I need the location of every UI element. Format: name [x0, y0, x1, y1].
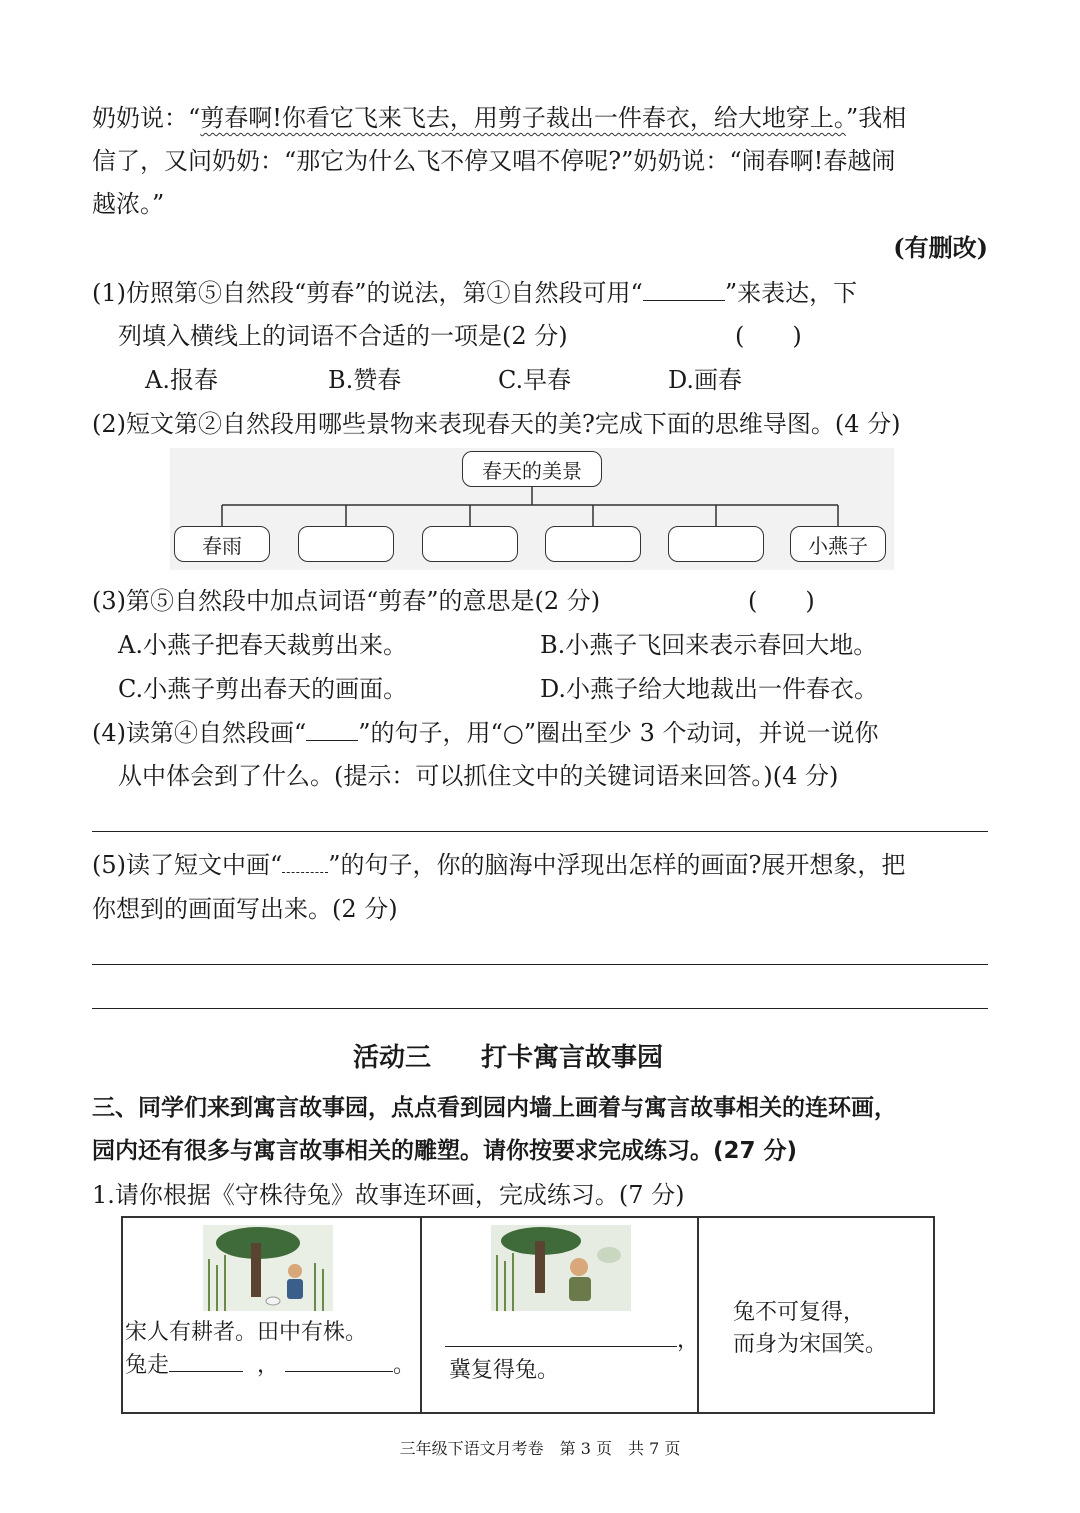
passage-line-3: 越浓。” — [92, 190, 165, 218]
option-b[interactable]: B.小燕子飞回来表示春回大地。 — [540, 631, 878, 659]
section-intro-line-1: 三、同学们来到寓言故事园，点点看到园内墙上画着与寓言故事相关的连环画， — [92, 1095, 897, 1121]
section-intro-line-2: 园内还有很多与寓言故事相关的雕塑。请你按要求完成练习。(27 分) — [92, 1138, 798, 1164]
answer-blank[interactable] — [643, 280, 725, 301]
mind-map-leaf-swallow: 小燕子 — [790, 526, 886, 562]
answer-blank[interactable] — [285, 1351, 393, 1372]
answer-paren[interactable]: ( ) — [748, 587, 815, 615]
question-4: (4)读第④自然段画“ ”的句子，用“○”圈出至少 3 个动词，并说一说你 — [92, 719, 879, 747]
cell-divider — [697, 1218, 699, 1412]
comic-strip — [121, 1216, 935, 1414]
option-b[interactable]: B.赞春 — [328, 366, 402, 394]
question-5: (5)读了短文中画“ ”的句子，你的脑海中浮现出怎样的画面?展开想象，把 — [92, 851, 906, 879]
question-2: (2)短文第②自然段用哪些景物来表现春天的美?完成下面的思维导图。(4 分) — [92, 410, 901, 438]
cell-1-line-2: 兔走 ， 。 — [125, 1353, 416, 1378]
mind-map-root: 春天的美景 — [462, 451, 602, 487]
answer-line[interactable] — [92, 964, 988, 965]
question-4-line-2: 从中体会到了什么。(提示：可以抓住文中的关键词语来回答。)(4 分) — [118, 762, 839, 790]
mind-map-leaf-spring-rain: 春雨 — [174, 526, 270, 562]
wavy-underlined-sentence: 剪春啊!你看它飞来飞去，用剪子裁出一件春衣，给大地穿上。 — [200, 104, 846, 132]
cell-divider — [420, 1218, 422, 1412]
section-title: 活动三 打卡寓言故事园 — [353, 1043, 664, 1073]
page-footer: 三年级下语文月考卷 第 3 页 共 7 页 — [399, 1439, 681, 1458]
comic-question: 1.请你根据《守株待兔》故事连环画，完成练习。(7 分) — [92, 1181, 685, 1209]
cell-2-line-2: 冀复得兔。 — [449, 1358, 560, 1383]
answer-blank[interactable] — [445, 1326, 677, 1347]
waiting-farmer-illustration — [491, 1225, 631, 1311]
cell-1-line-1: 宋人有耕者。田中有株。 — [125, 1320, 368, 1345]
mind-map-blank-leaf[interactable] — [298, 526, 394, 562]
cell-2-line-1: ， — [445, 1326, 699, 1356]
answer-line[interactable] — [92, 831, 988, 832]
question-3: (3)第⑤自然段中加点词语“剪春”的意思是(2 分) — [92, 587, 601, 615]
cell-3-line-1: 兔不可复得， — [733, 1300, 866, 1325]
answer-blank[interactable] — [169, 1351, 243, 1372]
question-5-line-2: 你想到的画面写出来。(2 分) — [92, 895, 398, 923]
option-c[interactable]: C.早春 — [498, 366, 572, 394]
passage-line-2: 信了，又问奶奶：“那它为什么飞不停又唱不停呢?”奶奶说：“闹春啊!春越闹 — [92, 147, 896, 175]
cell-3-line-2: 而身为宋国笑。 — [733, 1332, 888, 1357]
abridged-note: (有删改) — [893, 233, 988, 262]
farmer-tree-illustration — [203, 1225, 333, 1311]
answer-paren[interactable]: ( ) — [735, 322, 802, 350]
mind-map-blank-leaf[interactable] — [422, 526, 518, 562]
mind-map-blank-leaf[interactable] — [668, 526, 764, 562]
option-c[interactable]: C.小燕子剪出春天的画面。 — [118, 675, 408, 703]
option-a[interactable]: A.报春 — [145, 366, 218, 394]
underline-sample — [306, 720, 358, 741]
mind-map-blank-leaf[interactable] — [545, 526, 641, 562]
passage-line-1: 奶奶说：“剪春啊!你看它飞来飞去，用剪子裁出一件春衣，给大地穿上。”我相 — [92, 104, 907, 132]
option-d[interactable]: D.小燕子给大地裁出一件春衣。 — [540, 675, 879, 703]
question-1-line-2: 列填入横线上的词语不合适的一项是(2 分) — [118, 322, 568, 350]
question-1: (1)仿照第⑤自然段“剪春”的说法，第①自然段可用“ ”来表达，下 — [92, 279, 858, 307]
mind-map — [170, 448, 894, 570]
answer-line[interactable] — [92, 1008, 988, 1009]
underline-sample — [282, 852, 328, 873]
option-a[interactable]: A.小燕子把春天裁剪出来。 — [118, 631, 407, 659]
option-d[interactable]: D.画春 — [668, 366, 743, 394]
